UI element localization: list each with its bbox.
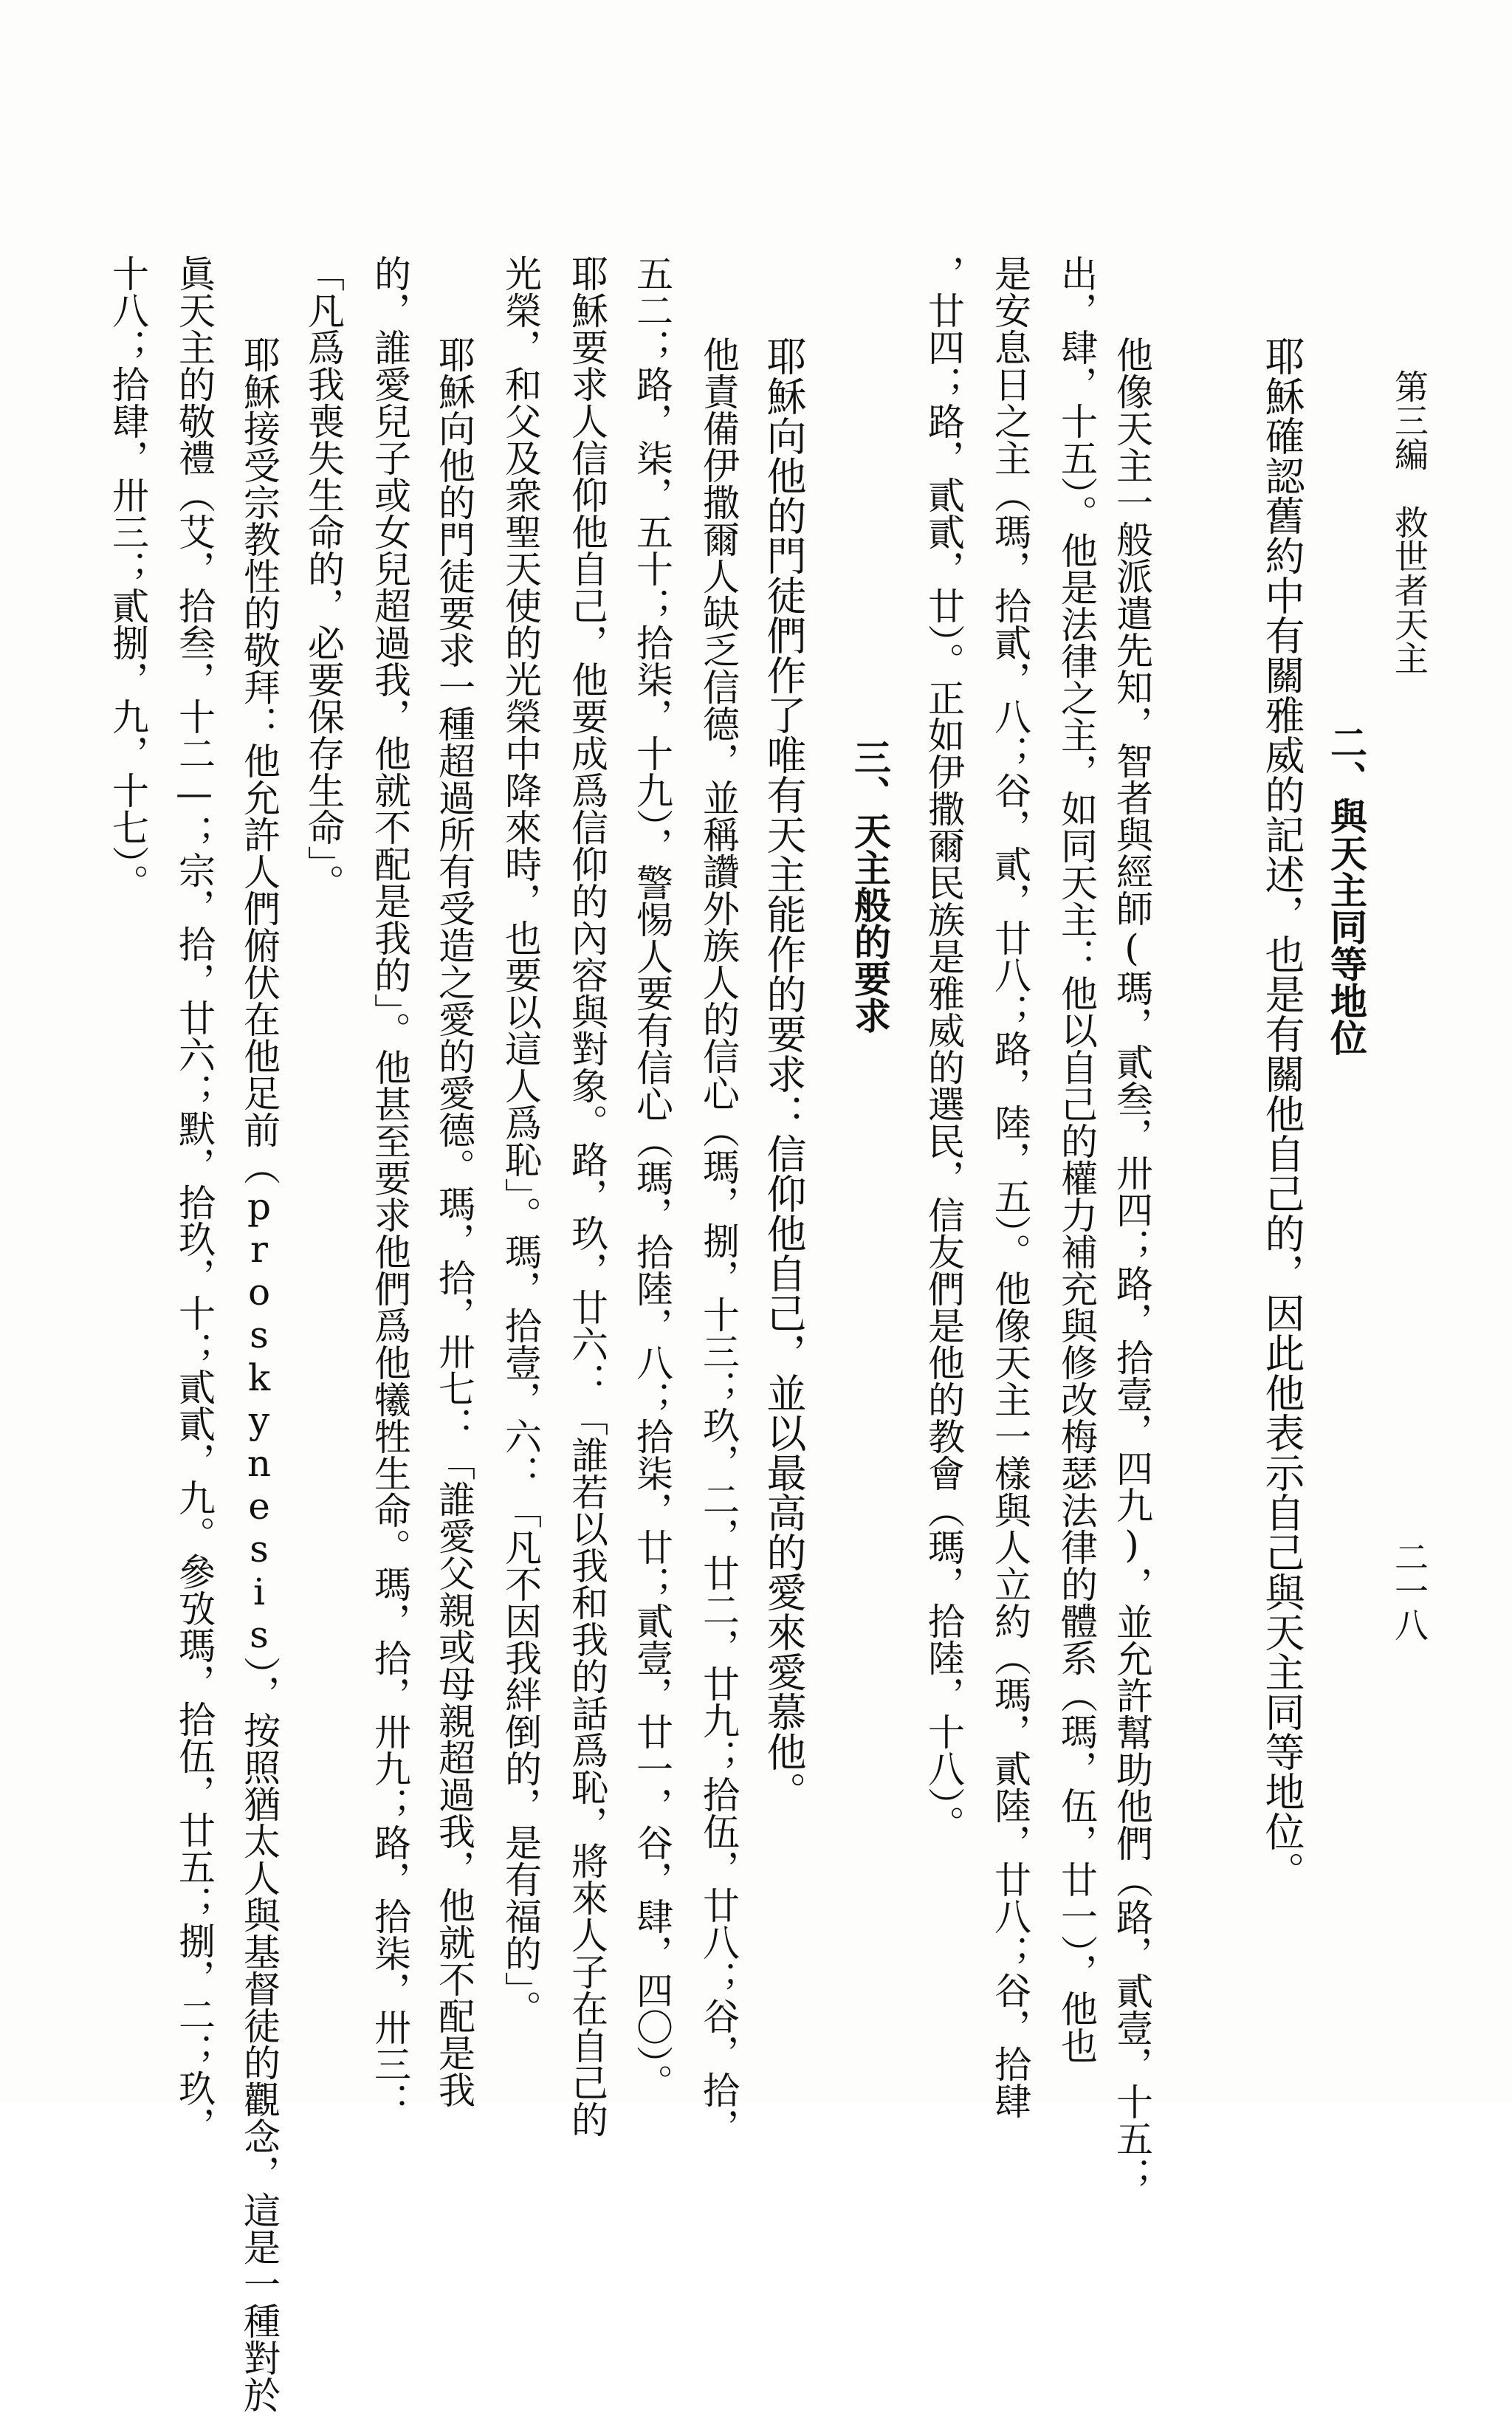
paragraph-line: 光榮，和父及衆聖天使的光榮中降來時，也要以這人爲恥」。瑪，拾壹，六：「凡不因我絆倒的，是有福的」。 (499, 255, 542, 2027)
paragraph-line: 他責備伊撒爾人缺乏信德，並稱讚外族人的信心（瑪，捌，十三；玖，二，廿二，廿九；拾伍，廿八；谷，拾， (697, 336, 740, 2145)
paragraph-line: 眞天主的敬禮（艾，拾叁，十二—；宗，拾，廿六；默，拾玖，十；貳貳，九。參攷瑪，拾伍，廿五；捌，二；玖， (173, 255, 216, 2143)
paragraph-line: 出，肆，十五）。他是法律之主，如同天主：他以自己的權力補充與修改梅瑟法律的體系（瑪，伍，廿一），他也 (1055, 255, 1098, 2064)
paragraph-line: 五二；路，柒，五十；拾柒，十九），警惕人要有信心（瑪，拾陸，八；拾柒，廿；貳壹，廿一，谷，肆，四〇）。 (630, 255, 673, 2101)
paragraph-line: 耶穌接受宗教性的敬拜：他允許人們俯伏在他足前（proskynesis），按照猶太人與基督徒的觀念，這是一種對於 (238, 336, 281, 2413)
paragraph-line: 耶穌向他的門徒們作了唯有天主能作的要求：信仰他自己，並以最高的愛來愛慕他。 (760, 336, 807, 1811)
paragraph-line: 耶穌確認舊約中有關雅威的記述，也是有關他自己的，因此他表示自己與天主同等地位。 (1259, 336, 1305, 1891)
paragraph-line: 他像天主一般派遣先知，智者與經師(瑪，貳叁，卅四；路，拾壹，四九)，並允許幫助他們（路，貳壹，十五； (1110, 336, 1153, 2194)
section-heading: 三、天主般的要求 (848, 738, 892, 1034)
page-number: 二一八 (1389, 1540, 1429, 1641)
running-title: 第三編 救世者天主 (1389, 369, 1429, 675)
paragraph-line: 的，誰愛兒子或女兒超過我，他就不配是我的」。他甚至要求他們爲他犧牲生命。瑪，拾，卅九；路，拾柒，卅三： (368, 255, 411, 2119)
paragraph-line: 耶穌向他的門徒要求一種超過所有受造之愛的愛德。瑪，拾，卅七：「誰愛父親或母親超過我，他就不配是我 (433, 336, 475, 2108)
paragraph-line: 「凡爲我喪失生命的，必要保存生命」。 (302, 255, 345, 901)
paragraph-line: 耶穌要求人信仰他自己，他要成爲信仰的內容與對象。路，玖，廿六：「誰若以我和我的話爲恥，將來人子在自己的 (566, 255, 608, 2138)
section-heading: 二、與天主同等地位 (1324, 724, 1368, 1056)
paragraph-line: 十八；拾肆，卅三；貳捌，九，十七）。 (106, 255, 149, 901)
paragraph-line: 是安息日之主（瑪，拾貳，八；谷，貳，廿八；路，陸，五）。他像天主一樣與人立約（瑪，貳陸，廿八；谷，拾肆 (989, 255, 1031, 2119)
paragraph-line: ，廿四；路，貳貳，廿）。正如伊撒爾民族是雅威的選民，信友們是他的教會（瑪，拾陸，十八）。 (922, 255, 965, 1842)
